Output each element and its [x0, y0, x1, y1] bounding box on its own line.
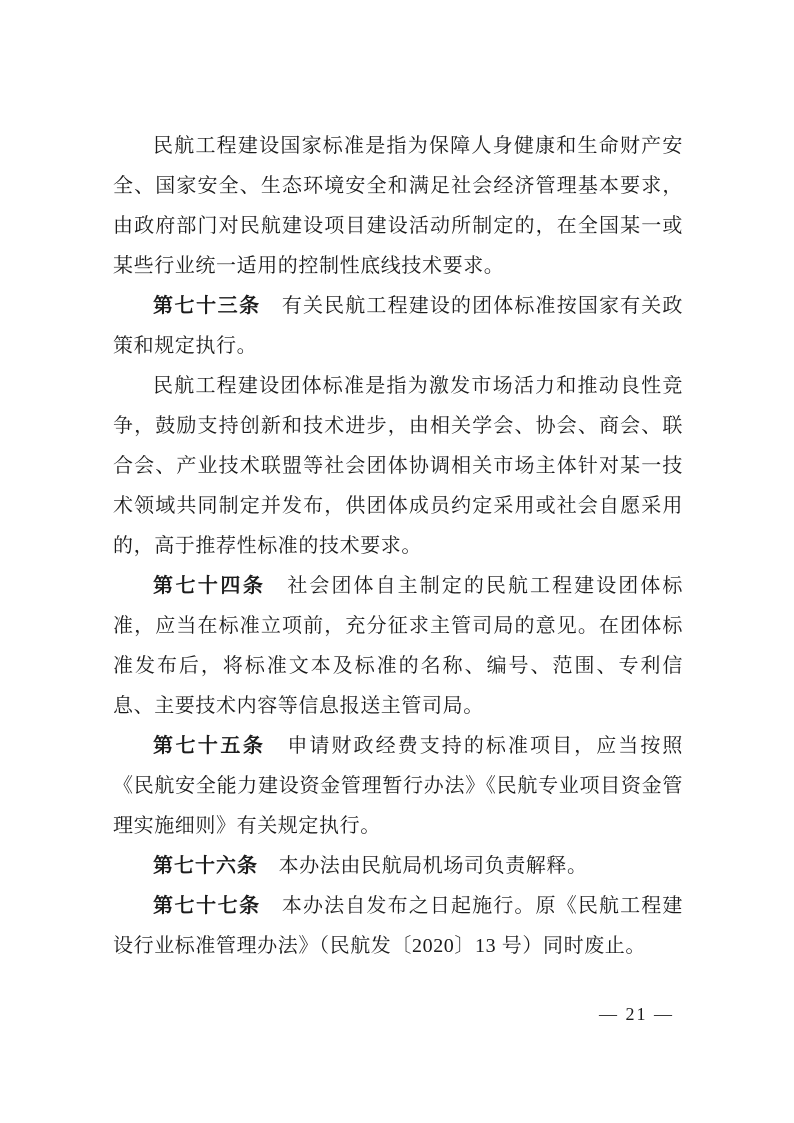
paragraph: 第七十五条 申请财政经费支持的标准项目，应当按照《民航安全能力建设资金管理暂行办法》《民航专业项目资金管理实施细则》有关规定执行。 [113, 735, 684, 837]
article-number: 第七十七条 [153, 895, 261, 917]
paragraph: 民航工程建设团体标准是指为激发市场活力和推动良性竞争，鼓励支持创新和技术进步，由相关学会、协会、商会、联合会、产业技术联盟等社会团体协调相关市场主体针对某一技术领域共同制定并发布，供团体成员约定采用或社会自愿采用的，高于推荐性标准的技术要求。 [113, 375, 683, 557]
paragraph: 民航工程建设国家标准是指为保障人身健康和生命财产安全、国家安全、生态环境安全和满足社会经济管理基本要求，由政府部门对民航建设项目建设活动所制定的，在全国某一或某些行业统一适用的控制性底线技术要求。 [113, 135, 683, 277]
article-number: 第七十四条 [153, 575, 266, 597]
paragraph: 第七十四条 社会团体自主制定的民航工程建设团体标准，应当在标准立项前，充分征求主管司局的意见。在团体标准发布后，将标准文本及标准的名称、编号、范围、专利信息、主要技术内容等信息报送主管司局。 [113, 575, 684, 717]
article-number: 第七十五条 [153, 735, 266, 757]
paragraph: 第七十七条 本办法自发布之日起施行。原《民航工程建设行业标准管理办法》（民航发〔2020〕13 号）同时废止。 [113, 895, 684, 957]
paragraph: 第七十三条 有关民航工程建设的团体标准按国家有关政策和规定执行。 [113, 295, 684, 357]
document-body [113, 126, 683, 966]
article-number: 第七十六条 [153, 855, 258, 877]
paragraph: 第七十六条 本办法由民航局机场司负责解释。 [153, 855, 588, 877]
page-number: — 21 — [599, 1004, 674, 1024]
article-number: 第七十三条 [153, 295, 261, 317]
